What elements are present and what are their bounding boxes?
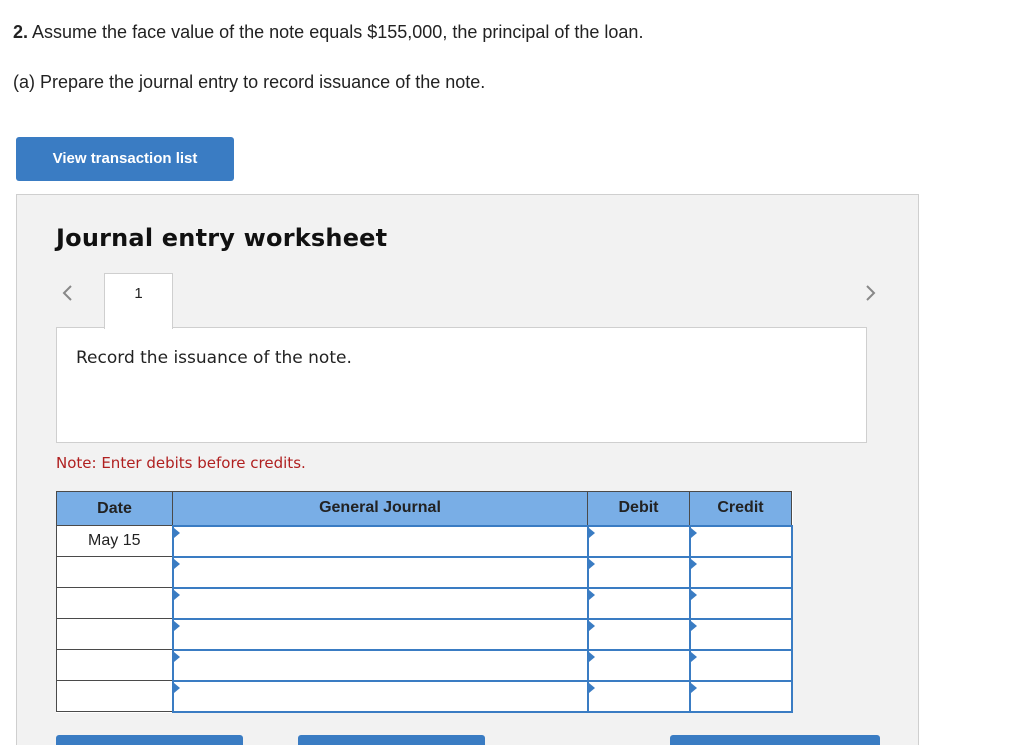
- triangle-right-icon: [691, 559, 697, 569]
- account-input-cell: [173, 557, 588, 588]
- question-statement: Assume the face value of the note equals $155,000, the principal of the loan.: [28, 22, 644, 42]
- credit-input[interactable]: [691, 651, 791, 680]
- table-row: [57, 650, 792, 681]
- debit-input-cell: [588, 619, 690, 650]
- debit-input[interactable]: [589, 527, 689, 556]
- debit-input-cell: [588, 588, 690, 619]
- table-row: [57, 619, 792, 650]
- bottom-button-3[interactable]: [670, 735, 880, 745]
- date-cell: May 15: [57, 526, 173, 557]
- triangle-right-icon: [691, 528, 697, 538]
- debit-input[interactable]: [589, 651, 689, 680]
- debit-input[interactable]: [589, 558, 689, 587]
- account-input[interactable]: [174, 558, 587, 587]
- bottom-button-1[interactable]: [56, 735, 243, 745]
- debit-input-cell: [588, 681, 690, 712]
- table-row: [57, 526, 792, 557]
- table-row: [57, 588, 792, 619]
- triangle-right-icon: [589, 683, 595, 693]
- triangle-right-icon: [589, 528, 595, 538]
- credit-input-cell: [690, 557, 792, 588]
- chevron-right-icon[interactable]: [859, 282, 881, 304]
- account-input-cell: [173, 619, 588, 650]
- column-header-date: Date: [57, 492, 173, 526]
- account-input-cell: [173, 650, 588, 681]
- triangle-right-icon: [691, 683, 697, 693]
- column-header-general-journal: General Journal: [173, 492, 588, 526]
- triangle-right-icon: [174, 652, 180, 662]
- question-part-a: (a) Prepare the journal entry to record issuance of the note.: [13, 72, 486, 92]
- debit-input[interactable]: [589, 620, 689, 649]
- triangle-right-icon: [589, 621, 595, 631]
- account-input[interactable]: [174, 651, 587, 680]
- credit-input[interactable]: [691, 620, 791, 649]
- credit-input-cell: [690, 526, 792, 557]
- credit-input-cell: [690, 681, 792, 712]
- credit-input[interactable]: [691, 558, 791, 587]
- credit-input-cell: [690, 619, 792, 650]
- worksheet-title: Journal entry worksheet: [56, 224, 388, 252]
- column-header-debit: Debit: [588, 492, 690, 526]
- account-input[interactable]: [174, 620, 587, 649]
- date-cell[interactable]: [57, 650, 173, 681]
- account-input-cell: [173, 526, 588, 557]
- debit-input-cell: [588, 650, 690, 681]
- triangle-right-icon: [174, 528, 180, 538]
- chevron-left-icon[interactable]: [57, 282, 79, 304]
- account-input-cell: [173, 588, 588, 619]
- entry-description: Record the issuance of the note.: [76, 348, 352, 368]
- triangle-right-icon: [589, 652, 595, 662]
- account-input[interactable]: [174, 527, 587, 556]
- table-row: [57, 557, 792, 588]
- triangle-right-icon: [589, 559, 595, 569]
- date-cell[interactable]: [57, 619, 173, 650]
- question-text: [13, 22, 643, 43]
- debit-input-cell: [588, 526, 690, 557]
- triangle-right-icon: [691, 621, 697, 631]
- table-row: [57, 681, 792, 712]
- credit-input[interactable]: [691, 682, 791, 711]
- triangle-right-icon: [174, 621, 180, 631]
- question-number: 2.: [13, 22, 29, 42]
- account-input[interactable]: [174, 589, 587, 618]
- triangle-right-icon: [691, 652, 697, 662]
- tab-entry-1[interactable]: 1: [104, 273, 173, 329]
- credit-input-cell: [690, 588, 792, 619]
- triangle-right-icon: [174, 683, 180, 693]
- account-input-cell: [173, 681, 588, 712]
- account-input[interactable]: [174, 682, 587, 711]
- date-cell[interactable]: [57, 557, 173, 588]
- credit-input[interactable]: [691, 589, 791, 618]
- view-transaction-list-button[interactable]: View transaction list: [16, 137, 234, 181]
- date-cell[interactable]: [57, 588, 173, 619]
- triangle-right-icon: [174, 559, 180, 569]
- debit-input[interactable]: [589, 682, 689, 711]
- credit-input-cell: [690, 650, 792, 681]
- entry-description-box: [56, 327, 867, 443]
- triangle-right-icon: [691, 590, 697, 600]
- journal-entry-worksheet: [16, 194, 919, 745]
- debit-input-cell: [588, 557, 690, 588]
- date-cell[interactable]: [57, 681, 173, 712]
- entry-note: Note: Enter debits before credits.: [56, 454, 306, 472]
- triangle-right-icon: [174, 590, 180, 600]
- column-header-credit: Credit: [690, 492, 792, 526]
- journal-table: [56, 491, 793, 713]
- bottom-button-2[interactable]: [298, 735, 485, 745]
- triangle-right-icon: [589, 590, 595, 600]
- credit-input[interactable]: [691, 527, 791, 556]
- debit-input[interactable]: [589, 589, 689, 618]
